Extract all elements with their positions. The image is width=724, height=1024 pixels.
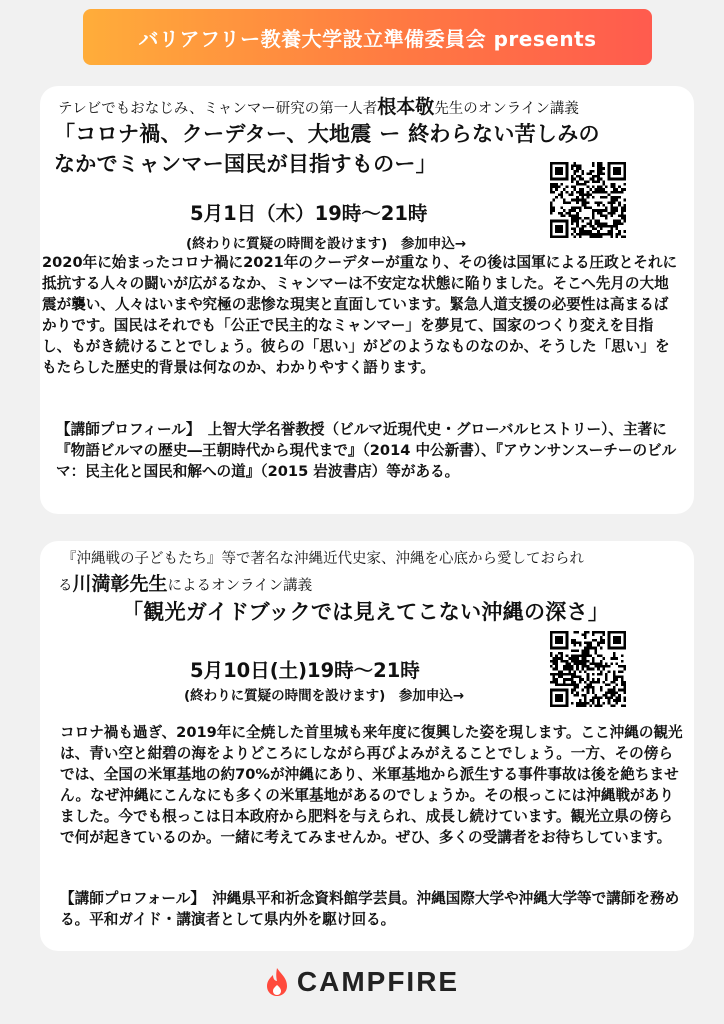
lecture1-date: 5月1日（木）19時〜21時 (190, 202, 428, 225)
header-title: バリアフリー教養大学設立準備委員会 presents (138, 26, 597, 51)
lecture2-intro-suffix: によるオンライン講義 (167, 578, 313, 594)
lecture1-qr-code-icon[interactable] (550, 162, 626, 238)
lecture2-title: 「観光ガイドブックでは見えてこない沖縄の深さ」 (122, 600, 610, 624)
lecture1-profile: 【講師プロフィール】 上智大学名誉教授（ビルマ近現代史・グローバルヒストリー）、主著に『物語ビルマの歴史―王朝時代から現代まで』（2014 中公新書）、『アウンサンスーチーのビルマ：民主化と国民和解への道』（2015 岩波書店）等がある。 (56, 421, 677, 480)
lecture2-date: 5月10日(土)19時〜21時 (190, 659, 420, 682)
lecture2-description: コロナ禍も過ぎ、2019年に全焼した首里城も来年度に復興した姿を現します。ここ沖縄の観光は、青い空と紺碧の海をよりどころにしながら再びよみがえることでしょう。一方、その傍らでは、全国の米軍基地の約70%が沖縄にあり、米軍基地から派生する事件事故は後を絶ちません。なぜ沖縄にこんなにも多くの米軍基地があるのでしょうか。その根っこには沖縄戦がありました。今でも根っこは日本政府から肥料を与えられ、成長し続けています。観光立県の傍らで何が起きているのか。一緒に考えてみませんか。ぜひ、多くの受講者をお待ちしています。 (60, 724, 683, 846)
lecture2-qr-code-icon[interactable] (550, 631, 626, 707)
lecture1-title-line2: なかでミャンマー国民が目指すものー」 (54, 152, 437, 176)
lecture2-intro-line2 (58, 569, 312, 596)
header-banner (83, 9, 652, 65)
lecture1-signup-note[interactable]: (終わりに質疑の時間を設けます) 参加申込→ (186, 236, 467, 252)
lecture1-title-line1: 「コロナ禍、クーデター、大地震 ー 終わらない苦しみの (54, 122, 600, 146)
campfire-flame-icon (265, 967, 289, 997)
lecture2-intro-line1: 『沖縄戦の子どもたち』等で著名な沖縄近代史家、沖縄を心底から愛しておられ (62, 551, 584, 567)
campfire-logo-text: CAMPFIRE (296, 966, 460, 997)
lecture1-intro-prefix: テレビでもおなじみ、ミャンマー研究の第一人者 (58, 101, 378, 117)
lecture1-intro-suffix: 先生のオンライン講義 (434, 101, 579, 117)
lecture1-speaker: 根本敬 (377, 96, 435, 118)
lecture1-intro (58, 92, 579, 119)
lecture-card-1 (40, 86, 694, 514)
lecture-card-2 (40, 541, 694, 951)
lecture2-speaker: 川満彰先生 (72, 573, 168, 595)
lecture2-signup-note[interactable]: (終わりに質疑の時間を設けます) 参加申込→ (184, 688, 465, 704)
lecture2-profile: 【講師プロフォール】 沖縄県平和祈念資料館学芸員。沖縄国際大学や沖縄大学等で講師を務める。平和ガイド・講演者として県内外を駆け回る。 (60, 890, 680, 928)
lecture1-description: 2020年に始まったコロナ禍に2021年のクーデターが重なり、その後は国軍による圧政とそれに抵抗する人々の闘いが広がるなか、ミャンマーは不安定な状態に陥りました。そこへ先月の大地震が襲い、人々はいまや究極の悲惨な現実と直面しています。緊急人道支援の必要性は高まるばかりです。国民はそれでも「公正で民主的なミャンマー」を夢見て、国家のつくり変えを目指し、もがき続けることでしょう。彼らの「思い」がどのようなものなのか、そうした「思い」をもたらした歴史的背景は何なのか、わかりやすく語ります。 (42, 254, 678, 376)
campfire-logo[interactable] (0, 962, 724, 1002)
lecture2-intro-prefix: る (58, 578, 73, 594)
